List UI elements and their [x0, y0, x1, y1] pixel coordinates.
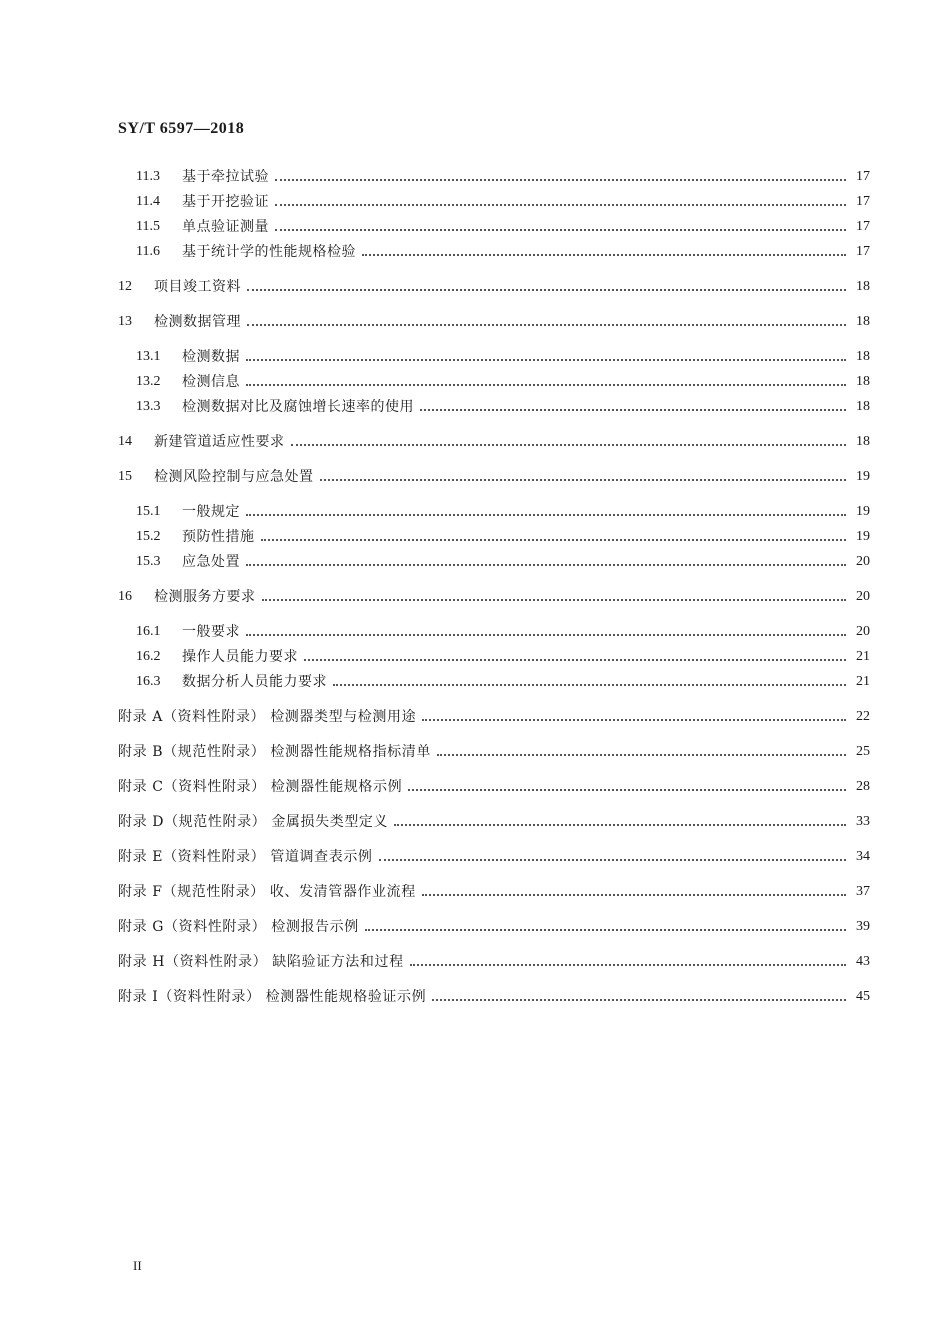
toc-entry-title: 基于统计学的性能规格检验	[182, 244, 356, 260]
toc-entry[interactable]	[118, 951, 870, 973]
toc-entry-title: 附录 F（规范性附录） 收、发清管器作业流程	[118, 884, 416, 900]
toc-entry-page: 18	[856, 374, 870, 389]
toc-entry-title: 检测数据	[182, 349, 240, 365]
toc-entry-title: 基于牵拉试验	[182, 169, 269, 185]
dot-leader	[304, 658, 846, 661]
page-number: II	[133, 1258, 142, 1273]
toc-entry[interactable]	[118, 501, 870, 523]
toc-entry-title: 预防性措施	[182, 529, 255, 545]
toc-entry[interactable]	[118, 706, 870, 728]
toc-entry-page: 20	[856, 589, 870, 604]
toc-entry-title: 应急处置	[182, 554, 240, 570]
toc-entry-number: 16	[118, 589, 132, 604]
toc-entry-number: 16.3	[136, 674, 161, 689]
dot-leader	[362, 253, 846, 256]
toc-entry-page: 45	[856, 989, 870, 1004]
toc-entry[interactable]	[118, 396, 870, 418]
dot-leader	[408, 788, 846, 791]
toc-entry-title: 附录 A（资料性附录） 检测器类型与检测用途	[118, 709, 417, 725]
toc-entry-page: 17	[856, 244, 870, 259]
toc-entry[interactable]	[118, 466, 870, 488]
toc-entry-title: 检测信息	[182, 374, 240, 390]
toc-entry-page: 22	[856, 709, 870, 724]
toc-entry-page: 28	[856, 779, 870, 794]
toc-entry-number: 11.3	[136, 169, 160, 184]
dot-leader	[247, 288, 846, 291]
toc-entry-number: 15.2	[136, 529, 161, 544]
toc-entry-title: 单点验证测量	[182, 219, 269, 235]
toc-entry-title: 附录 D（规范性附录） 金属损失类型定义	[118, 814, 389, 830]
dot-leader	[262, 598, 847, 601]
toc-entry[interactable]	[118, 191, 870, 213]
toc-entry-number: 16.1	[136, 624, 161, 639]
toc-entry[interactable]	[118, 526, 870, 548]
toc-entry-page: 20	[856, 624, 870, 639]
toc-entry-title: 附录 B（规范性附录） 检测器性能规格指标清单	[118, 744, 431, 760]
toc-entry[interactable]	[118, 431, 870, 453]
toc-entry-page: 21	[856, 649, 870, 664]
toc-entry-page: 17	[856, 169, 870, 184]
toc-entry-page: 34	[856, 849, 870, 864]
dot-leader	[394, 823, 846, 826]
toc-entry-title: 一般要求	[182, 624, 240, 640]
toc-entry-title: 一般规定	[182, 504, 240, 520]
dot-leader	[261, 538, 847, 541]
toc-entry-title: 项目竣工资料	[154, 279, 241, 295]
toc-entry-title: 检测服务方要求	[154, 589, 256, 605]
dot-leader	[410, 963, 846, 966]
toc-entry-number: 13.1	[136, 349, 161, 364]
toc-entry-page: 19	[856, 504, 870, 519]
toc-entry[interactable]	[118, 551, 870, 573]
dot-leader	[432, 998, 846, 1001]
toc-entry-title: 附录 H（资料性附录） 缺陷验证方法和过程	[118, 954, 404, 970]
toc-entry-title: 基于开挖验证	[182, 194, 269, 210]
toc-entry[interactable]	[118, 346, 870, 368]
toc-entry-title: 操作人员能力要求	[182, 649, 298, 665]
toc-entry-title: 检测风险控制与应急处置	[154, 469, 314, 485]
toc-entry-number: 15	[118, 469, 132, 484]
toc-entry-title: 检测数据对比及腐蚀增长速率的使用	[182, 399, 414, 415]
toc-entry-number: 11.6	[136, 244, 160, 259]
toc-entry-number: 15.3	[136, 554, 161, 569]
toc-entry-title: 新建管道适应性要求	[154, 434, 285, 450]
dot-leader	[247, 323, 846, 326]
toc-entry-page: 25	[856, 744, 870, 759]
toc-entry-page: 21	[856, 674, 870, 689]
toc-entry-page: 19	[856, 529, 870, 544]
toc-entry-number: 16.2	[136, 649, 161, 664]
dot-leader	[365, 928, 846, 931]
dot-leader	[246, 358, 846, 361]
dot-leader	[246, 633, 846, 636]
toc-entry-page: 37	[856, 884, 870, 899]
toc-entry[interactable]	[118, 811, 870, 833]
toc-entry-number: 11.5	[136, 219, 160, 234]
toc-entry-page: 20	[856, 554, 870, 569]
toc-entry-page: 33	[856, 814, 870, 829]
toc-entry[interactable]	[118, 586, 870, 608]
dot-leader	[275, 178, 846, 181]
toc-entry-page: 18	[856, 399, 870, 414]
toc-entry-number: 14	[118, 434, 132, 449]
toc-entry[interactable]	[118, 166, 870, 188]
toc-entry-title: 附录 I（资料性附录） 检测器性能规格验证示例	[118, 989, 427, 1005]
toc-entry-page: 19	[856, 469, 870, 484]
dot-leader	[246, 563, 846, 566]
toc-entry-title: 附录 C（资料性附录） 检测器性能规格示例	[118, 779, 403, 795]
toc-entry-title: 附录 E（资料性附录） 管道调查表示例	[118, 849, 373, 865]
toc-entry[interactable]	[118, 646, 870, 668]
toc-entry[interactable]	[118, 776, 870, 798]
dot-leader	[333, 683, 846, 686]
toc-entry[interactable]	[118, 371, 870, 393]
toc-entry-number: 12	[118, 279, 132, 294]
toc-entry-title: 检测数据管理	[154, 314, 241, 330]
dot-leader	[422, 893, 846, 896]
toc-entry-page: 18	[856, 349, 870, 364]
dot-leader	[291, 443, 847, 446]
dot-leader	[379, 858, 846, 861]
dot-leader	[275, 203, 846, 206]
toc-entry-page: 39	[856, 919, 870, 934]
document-code: SY/T 6597—2018	[118, 120, 245, 137]
toc-entry-number: 15.1	[136, 504, 161, 519]
toc-entry-number: 13.3	[136, 399, 161, 414]
toc-entry[interactable]	[118, 621, 870, 643]
toc-entry[interactable]	[118, 276, 870, 298]
dot-leader	[437, 753, 846, 756]
toc-entry-title: 数据分析人员能力要求	[182, 674, 327, 690]
dot-leader	[422, 718, 846, 721]
toc-entry-page: 18	[856, 314, 870, 329]
toc-entry[interactable]	[118, 241, 870, 263]
toc-entry-title: 附录 G（资料性附录） 检测报告示例	[118, 919, 359, 935]
dot-leader	[420, 408, 846, 411]
dot-leader	[246, 383, 846, 386]
toc-entry-number: 13.2	[136, 374, 161, 389]
toc-entry[interactable]	[118, 741, 870, 763]
toc-entry-page: 43	[856, 954, 870, 969]
toc-entry-page: 17	[856, 219, 870, 234]
toc-entry-page: 18	[856, 279, 870, 294]
dot-leader	[320, 478, 847, 481]
toc-entry[interactable]	[118, 216, 870, 238]
toc-entry-number: 11.4	[136, 194, 160, 209]
toc-entry-page: 17	[856, 194, 870, 209]
toc-entry-page: 18	[856, 434, 870, 449]
toc-entry[interactable]	[118, 671, 870, 693]
toc-entry[interactable]	[118, 916, 870, 938]
dot-leader	[275, 228, 846, 231]
toc-entry[interactable]	[118, 311, 870, 333]
toc-entry-number: 13	[118, 314, 132, 329]
toc-entry[interactable]	[118, 986, 870, 1008]
toc-entry[interactable]	[118, 881, 870, 903]
dot-leader	[246, 513, 846, 516]
toc-entry[interactable]	[118, 846, 870, 868]
